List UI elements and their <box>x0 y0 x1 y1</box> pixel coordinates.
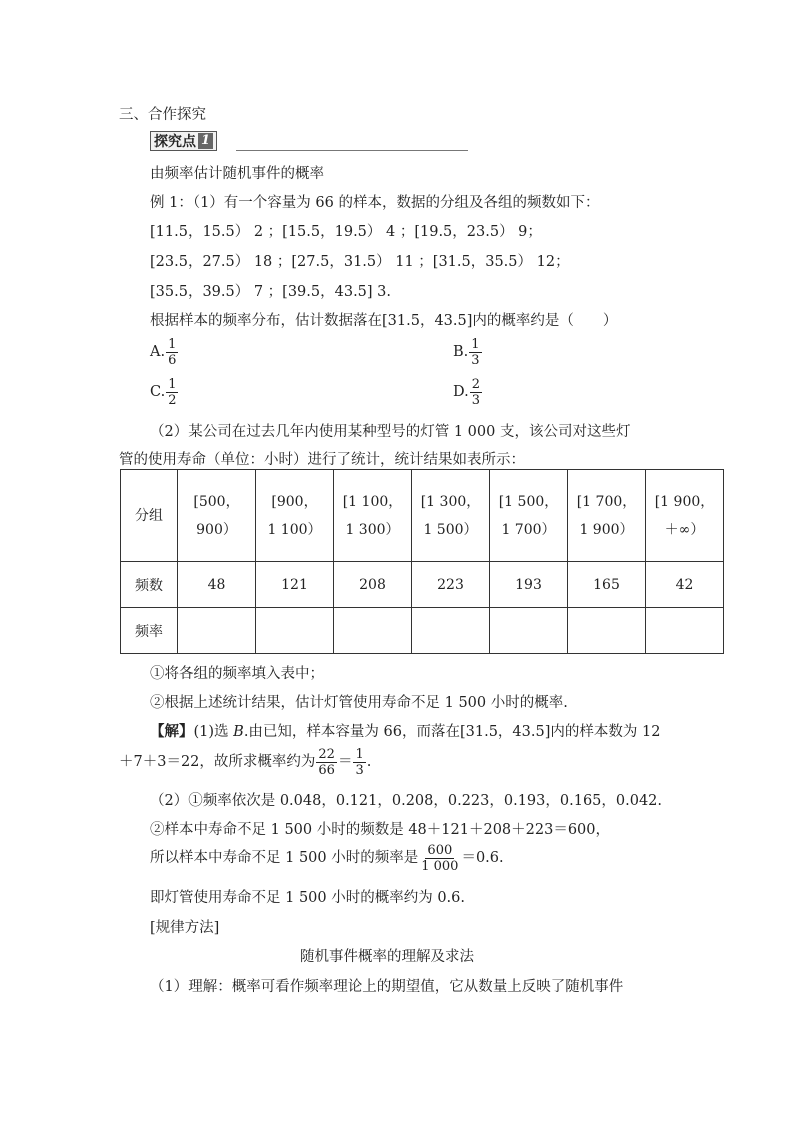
groups-line-2: [23.5，27.5） 18 ；[27.5，31.5） 11 ；[31.5，35.5） 12； <box>150 254 570 270</box>
table-cell: [1 700， 1 900） <box>568 470 646 562</box>
task-2: ②根据上述统计结果，估计灯管使用寿命不足 1 500 小时的概率. <box>150 695 568 711</box>
table-cell: [500， 900） <box>178 470 256 562</box>
row-label-frequency: 频率 <box>121 608 178 654</box>
table-cell <box>646 608 724 654</box>
method-line-1: （1）理解：概率可看作频率理论上的期望值，它从数量上反映了随机事件 <box>150 979 624 995</box>
option-b: B. $\frac{1}{3}$ <box>453 336 480 368</box>
part2-line-1: （2）某公司在过去几年内使用某种型号的灯管 1 000 支，该公司对这些灯 <box>150 424 631 440</box>
table-cell <box>412 608 490 654</box>
solution-line-6: 即灯管使用寿命不足 1 500 小时的概率约为 0.6. <box>150 890 466 906</box>
solution-line-5: 所以样本中寿命不足 1 500 小时的频率是 $\frac{600}{1 000}$ ＝0.6. <box>150 842 504 874</box>
table-cell: 208 <box>334 562 412 608</box>
groups-line-3: [35.5，39.5） 7 ；[39.5，43.5] 3. <box>150 284 391 300</box>
table-cell <box>490 608 568 654</box>
table-row <box>121 470 724 562</box>
table-cell: 193 <box>490 562 568 608</box>
table-cell: [900， 1 100） <box>256 470 334 562</box>
question-text: 根据样本的频率分布，估计数据落在[31.5，43.5]内的概率约是（ ） <box>150 313 618 329</box>
section-title: 三、合作探究 <box>119 107 206 123</box>
option-a: A. $\frac{1}{6}$ <box>150 336 177 368</box>
row-label-count: 频数 <box>121 562 178 608</box>
table-cell <box>334 608 412 654</box>
badge-label: 探究点 <box>154 134 196 150</box>
exploration-badge <box>150 131 217 151</box>
table-row <box>121 608 724 654</box>
table-cell: 48 <box>178 562 256 608</box>
table-cell: [1 300， 1 500） <box>412 470 490 562</box>
row-label-group: 分组 <box>121 470 178 562</box>
table-row <box>121 562 724 608</box>
part2-line-2: 管的使用寿命（单位：小时）进行了统计，统计结果如表所示： <box>119 452 525 468</box>
solution-line-1: 【解】(1)选 B.由已知，样本容量为 66，而落在[31.5，43.5]内的样本数为 12 <box>150 723 661 740</box>
option-c: C. $\frac{1}{2}$ <box>150 376 177 408</box>
option-d: D. $\frac{2}{3}$ <box>453 376 480 408</box>
frequency-table <box>120 469 724 654</box>
table-cell: 121 <box>256 562 334 608</box>
table-cell: 223 <box>412 562 490 608</box>
table-cell: [1 500， 1 700） <box>490 470 568 562</box>
badge-underline <box>236 150 468 151</box>
table-cell <box>256 608 334 654</box>
table-cell: 42 <box>646 562 724 608</box>
solution-line-3: （2）①频率依次是 0.048，0.121，0.208，0.223，0.193，0.165，0.042. <box>150 793 663 809</box>
solution-line-2: ＋7＋3＝22，故所求概率约为 $\frac{22}{66}$ ＝ $\frac{1}{3}$ . <box>119 746 372 778</box>
topic-heading: 由频率估计随机事件的概率 <box>150 166 324 182</box>
table-cell: [1 100， 1 300） <box>334 470 412 562</box>
solution-line-4: ②样本中寿命不足 1 500 小时的频数是 48＋121＋208＋223＝600， <box>150 822 610 838</box>
table-cell <box>568 608 646 654</box>
task-1: ①将各组的频率填入表中； <box>150 666 324 682</box>
table-cell: [1 900， ＋∞） <box>646 470 724 562</box>
method-tag: [规律方法] <box>150 920 220 936</box>
method-title: 随机事件概率的理解及求法 <box>300 949 474 965</box>
badge-number: 1 <box>198 133 213 149</box>
groups-line-1: [11.5，15.5） 2 ；[15.5，19.5） 4 ；[19.5，23.5） 9； <box>150 224 542 240</box>
table-cell: 165 <box>568 562 646 608</box>
table-cell <box>178 608 256 654</box>
example-intro: 例 1：（1）有一个容量为 66 的样本，数据的分组及各组的频数如下： <box>150 195 600 211</box>
